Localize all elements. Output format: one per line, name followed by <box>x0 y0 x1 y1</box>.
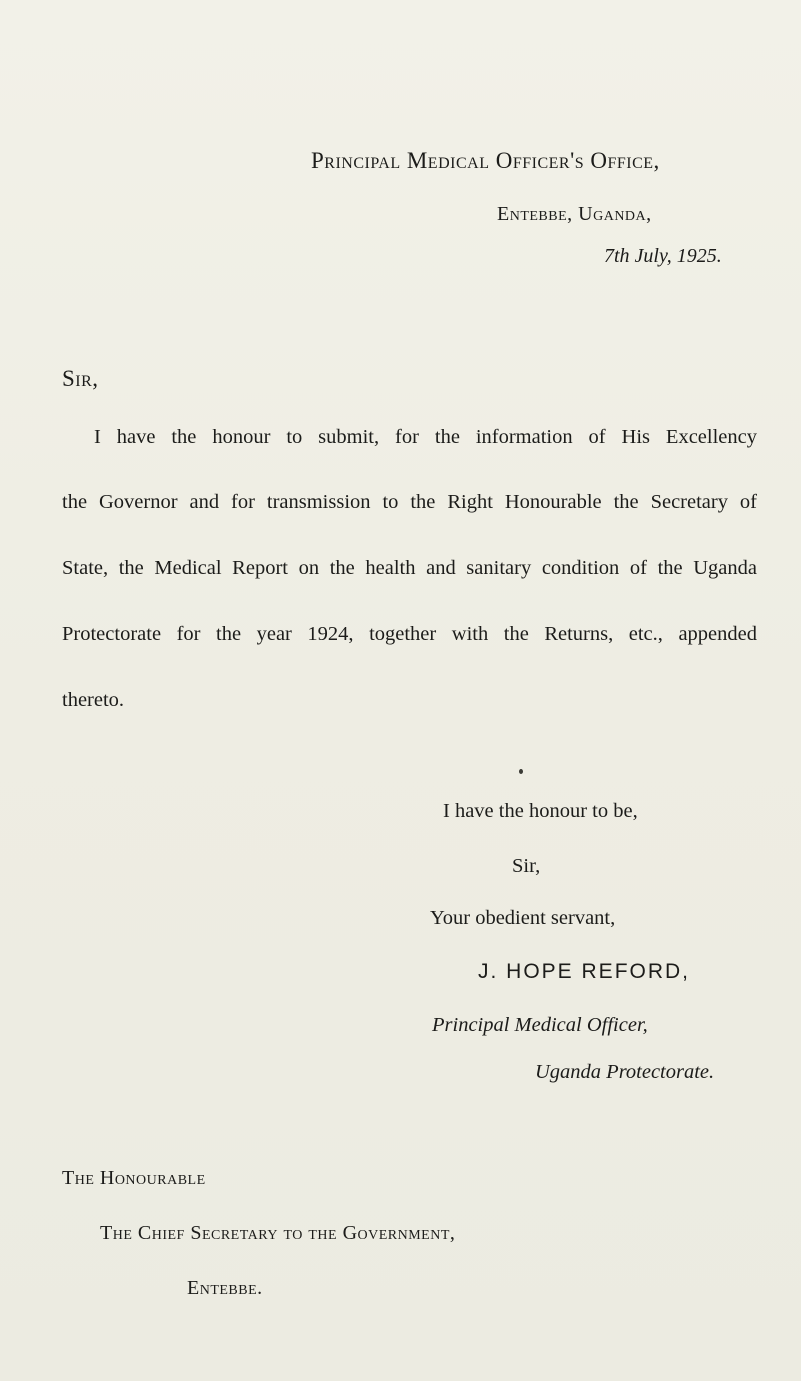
addressee-line-3: Entebbe. <box>187 1277 263 1299</box>
letter-date: 7th July, 1925. <box>604 245 722 267</box>
signatory-title: Principal Medical Officer, <box>432 1014 648 1036</box>
body-line-5: thereto. <box>62 689 125 711</box>
addressee-line-1: The Honourable <box>62 1167 206 1189</box>
closing-servant: Your obedient servant, <box>430 907 616 929</box>
office-location: Entebbe, Uganda, <box>497 203 652 225</box>
salutation: Sir, <box>62 366 99 391</box>
addressee-line-2: The Chief Secretary to the Government, <box>100 1222 456 1244</box>
body-line-3: State, the Medical Report on the health and sanitary condition of the Uganda <box>62 557 757 579</box>
signatory-name: J. HOPE REFORD, <box>478 960 691 983</box>
ink-speck <box>519 769 523 774</box>
body-line-1: I have the honour to submit, for the information of His Excellency <box>94 426 757 448</box>
office-heading: Principal Medical Officer's Office, <box>311 148 660 173</box>
closing-line: I have the honour to be, <box>443 800 638 822</box>
body-line-4: Protectorate for the year 1924, together with the Returns, etc., appended <box>62 623 757 645</box>
body-line-2: the Governor and for transmission to the Right Honourable the Secretary of <box>62 491 757 513</box>
signatory-region: Uganda Protectorate. <box>535 1061 715 1083</box>
closing-sir: Sir, <box>512 855 541 877</box>
